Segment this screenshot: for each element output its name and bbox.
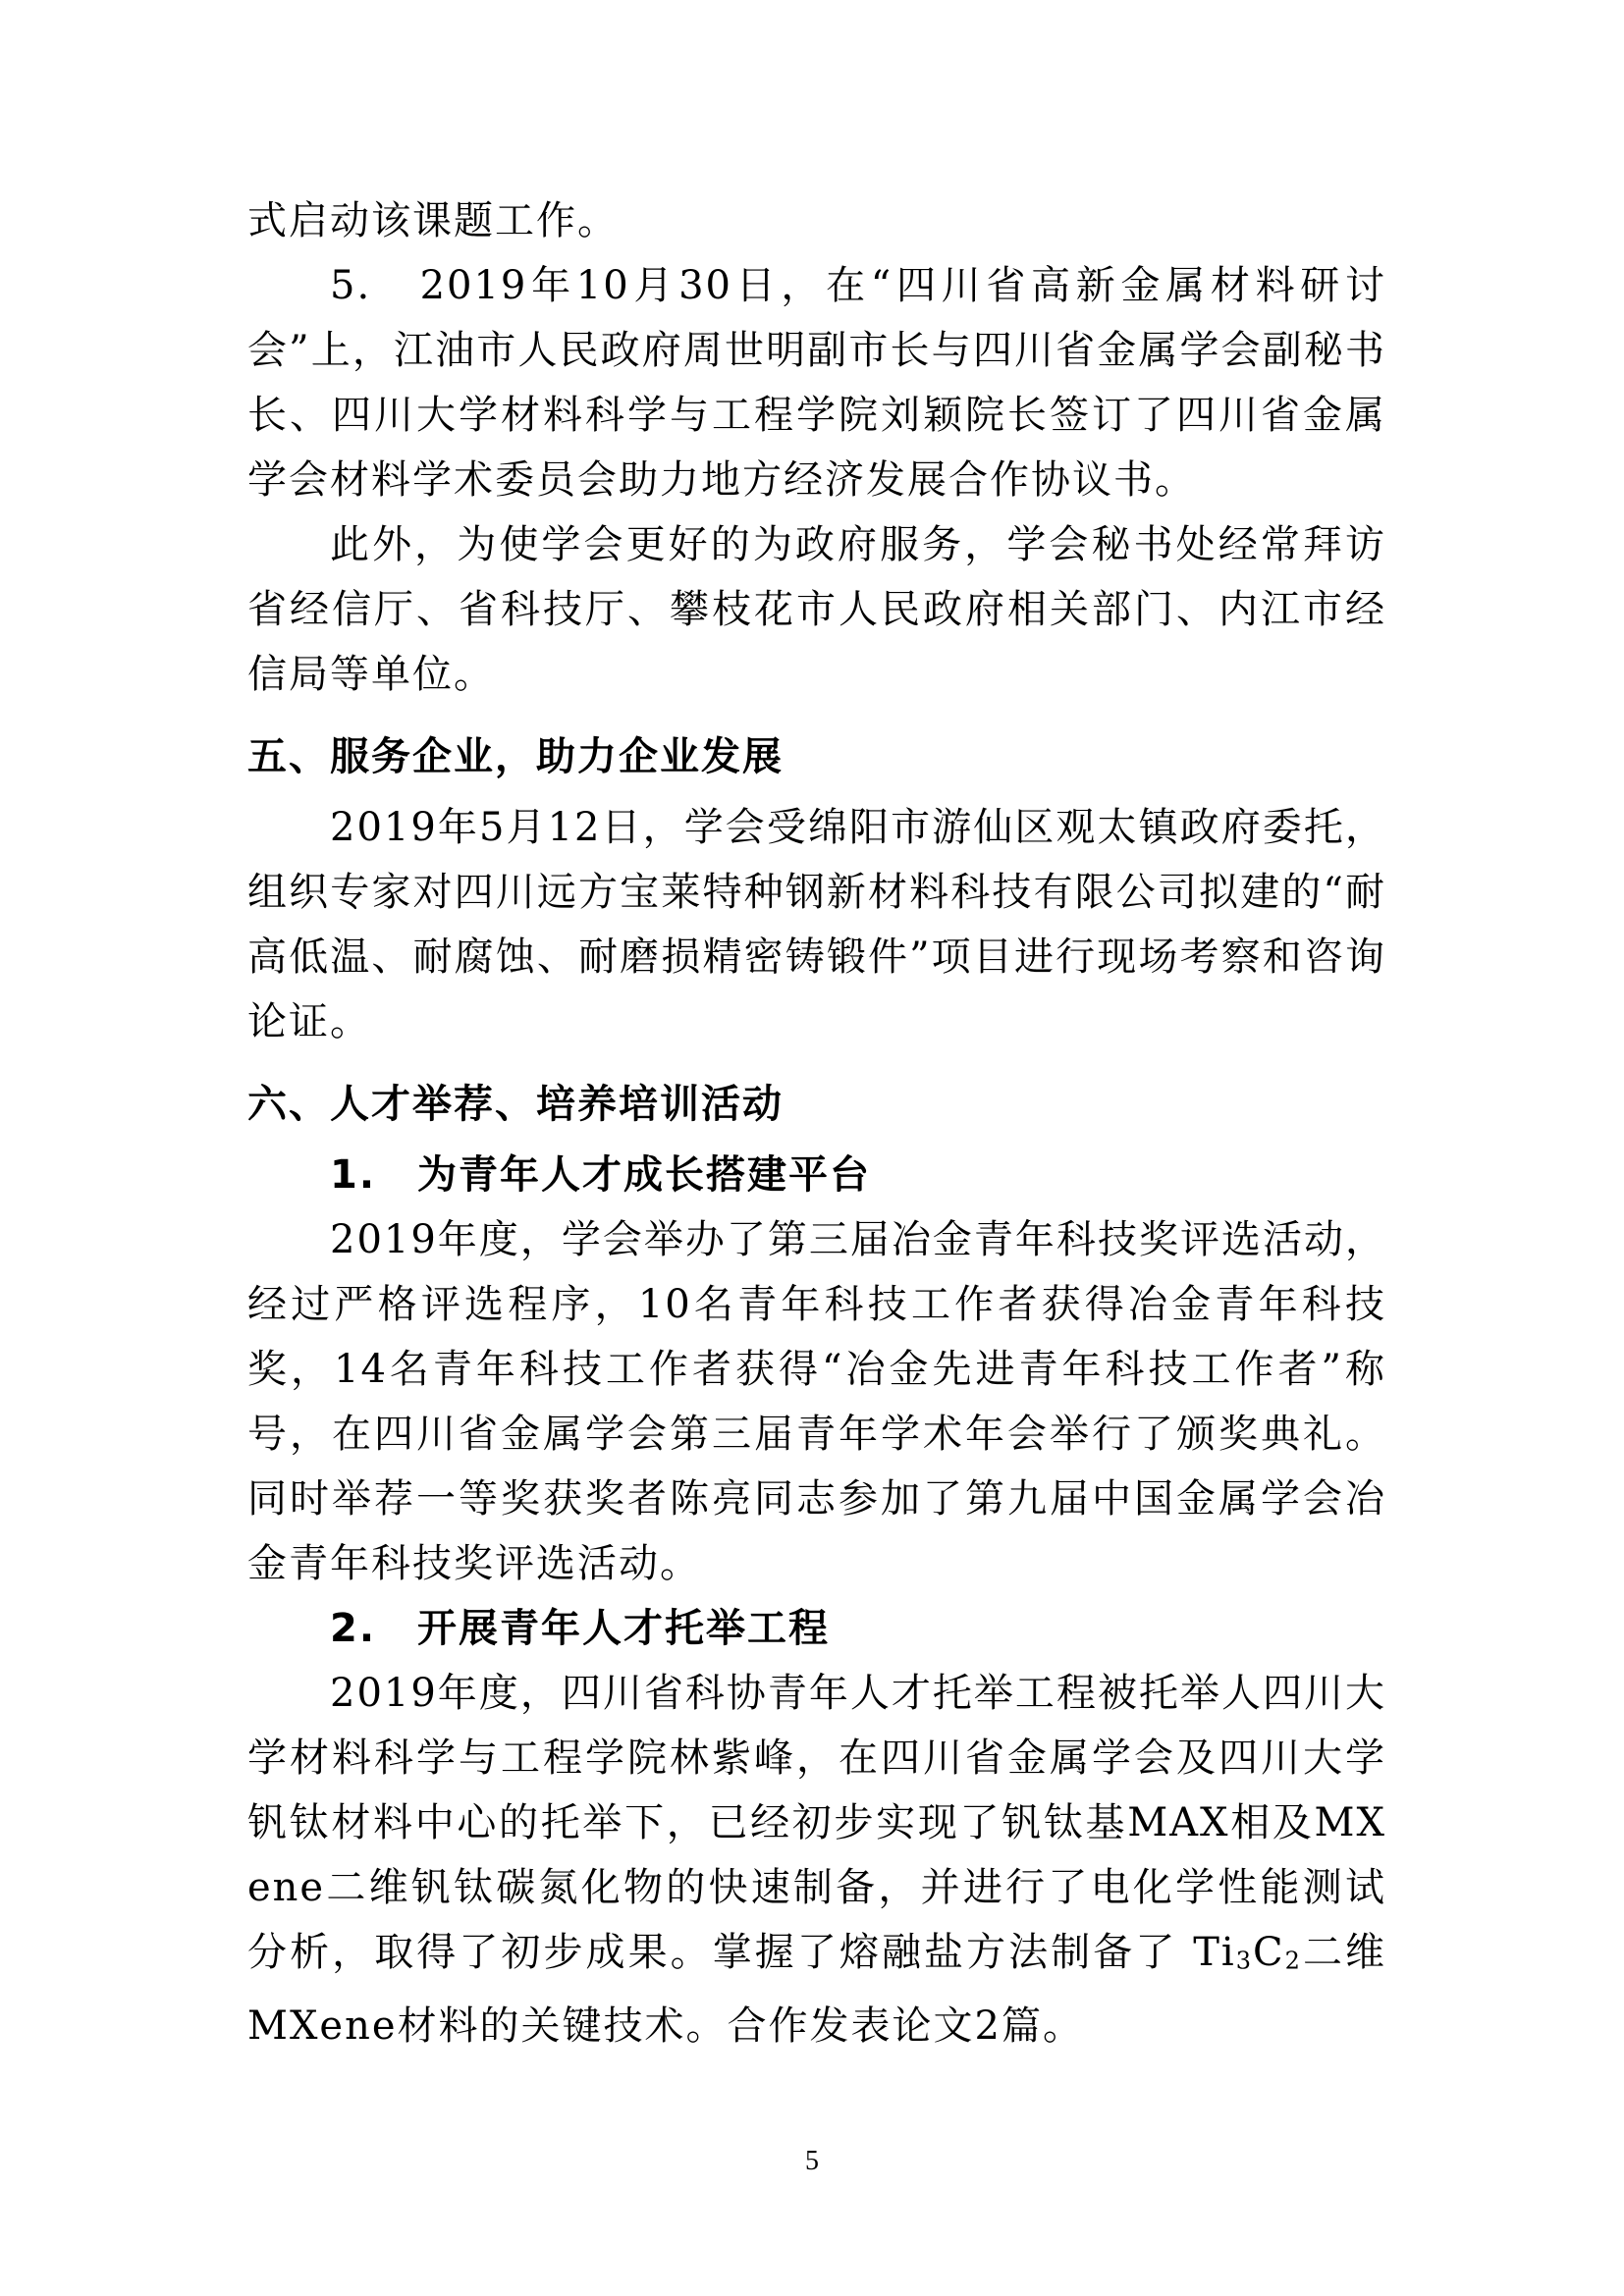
formula-ti3c2 bbox=[1177, 1930, 1301, 1975]
section-heading-5: 五、服务企业，助力企业发展 bbox=[247, 734, 784, 779]
paragraph-6-2-part2: 二维MXene材料的关键技术。合作发表论文2篇。 bbox=[247, 1930, 1387, 2049]
subsection-heading-6-2: 2. 开展青年人才托举工程 bbox=[330, 1606, 831, 1651]
page-number: 5 bbox=[805, 2146, 819, 2176]
formula-ti: Ti bbox=[1193, 1930, 1236, 1975]
paragraph-government-visits: 此外，为使学会更好的为政府服务，学会秘书处经常拜访省经信厅、省科技厅、攀枝花市人民政府相关部门、内江市经信局等单位。 bbox=[247, 522, 1386, 697]
paragraph-6-2-part1: 2019年度，四川省科协青年人才托举工程被托举人四川大学材料科学与工程学院林紫峰，在四川省金属学会及四川大学钒钛材料中心的托举下，已经初步实现了钒钛基MAX相及MXene二维钒钛碳氮化物的快速制备，并进行了电化学性能测试分析，取得了初步成果。掌握了熔融盐方法制备了 bbox=[247, 1671, 1386, 1975]
paragraph-item-5: 5. 2019年10月30日，在“四川省高新金属材料研讨会”上，江油市人民政府周世明副市长与四川省金属学会副秘书长、四川大学材料科学与工程学院刘颖院长签订了四川省金属学会材料学术委员会助力地方经济发展合作协议书。 bbox=[247, 263, 1386, 503]
formula-c-subscript: 2 bbox=[1284, 1947, 1302, 1975]
paragraph-section-5: 2019年5月12日，学会受绵阳市游仙区观太镇政府委托，组织专家对四川远方宝莱特种钢新材料科技有限公司拟建的“耐高低温、耐腐蚀、耐磨损精密铸锻件”项目进行现场考察和咨询论证。 bbox=[247, 805, 1386, 1044]
section-heading-6: 六、人才举荐、培养培训活动 bbox=[247, 1082, 784, 1127]
paragraph-section-6-1: 2019年度，学会举办了第三届冶金青年科技奖评选活动，经过严格评选程序，10名青年科技工作者获得冶金青年科技奖，14名青年科技工作者获得“冶金先进青年科技工作者”称号，在四川省金属学会第三届青年学术年会举行了颁奖典礼。同时举荐一等奖获奖者陈亮同志参加了第九届中国金属学会冶金青年科技奖评选活动。 bbox=[247, 1217, 1386, 1586]
subsection-heading-6-1: 1. 为青年人才成长搭建平台 bbox=[330, 1152, 872, 1198]
paragraph-intro-continuation: 式启动该课题工作。 bbox=[247, 198, 619, 243]
formula-c: C bbox=[1252, 1930, 1285, 1975]
formula-ti-subscript: 3 bbox=[1235, 1947, 1253, 1975]
paragraph-section-6-2 bbox=[247, 1661, 1386, 2058]
document-page bbox=[247, 188, 1386, 2058]
